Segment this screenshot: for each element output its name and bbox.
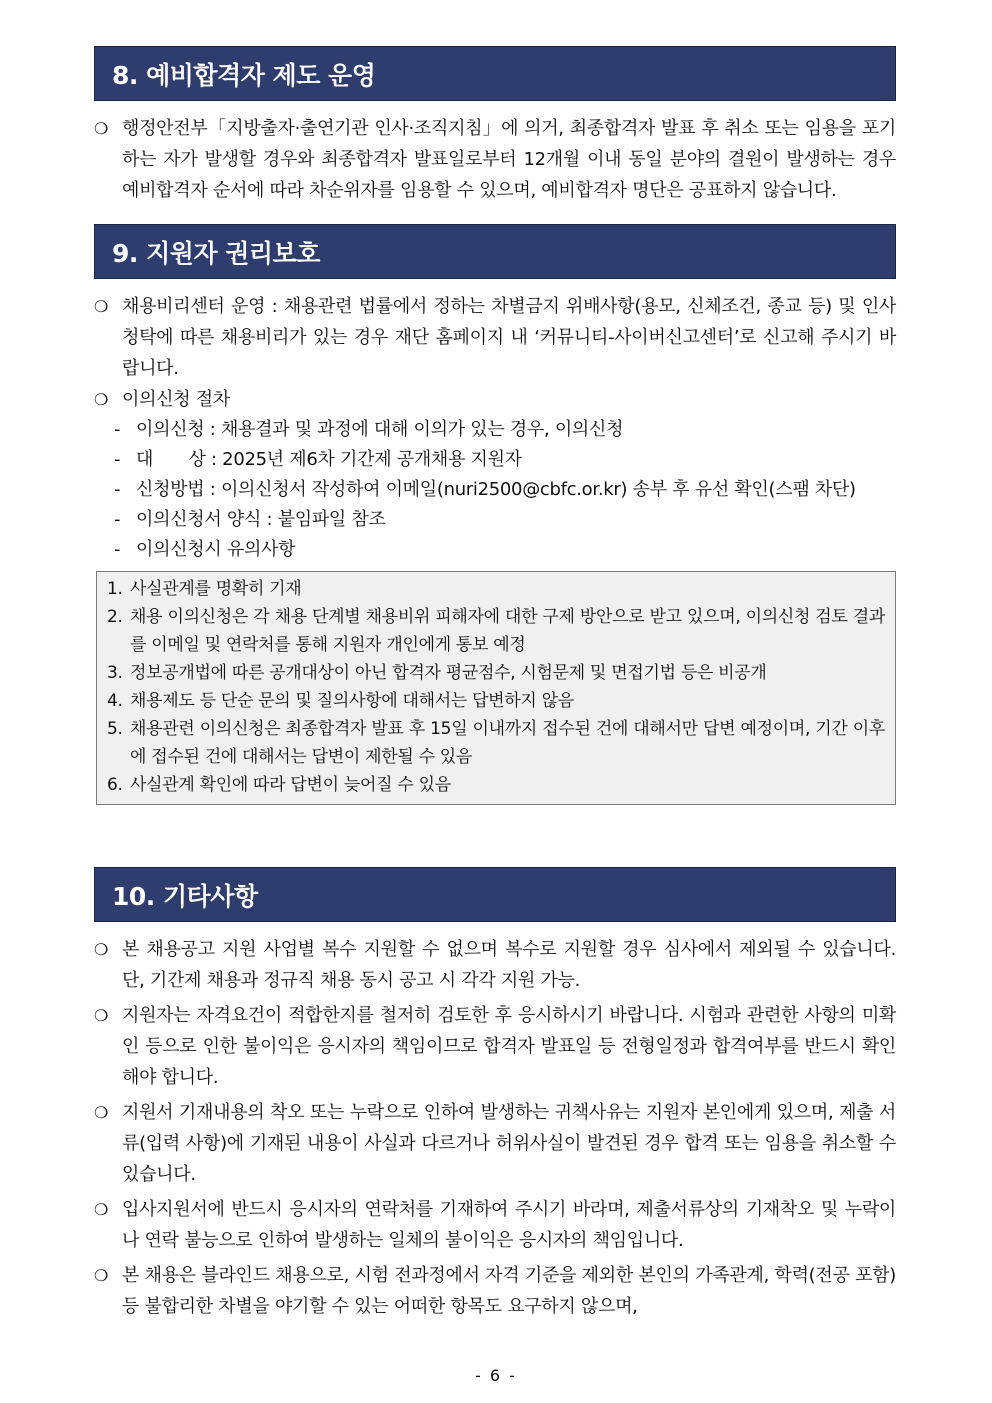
section-10-header	[94, 867, 896, 922]
circle-bullet-icon: ❍	[94, 297, 109, 316]
section-9-body	[94, 291, 896, 805]
list-item: ❍ 지원자는 자격요건이 적합한지를 철저히 검토한 후 응시하시기 바랍니다. 시험과 관련한 사항의 미확인 등으로 인한 불이익은 응시자의 책임이므로 합격자 발표일 등 전형일정과 합격여부를 반드시 확인해야 합니다.	[94, 1000, 896, 1093]
section-8-title: 8. 예비합격자 제도 운영	[112, 60, 376, 90]
circle-bullet-icon: ❍	[94, 940, 109, 959]
list-item: ❍ 채용비리센터 운영 : 채용관련 법률에서 정하는 차별금지 위배사항(용모, 신체조건, 종교 등) 및 인사 청탁에 따른 채용비리가 있는 경우 재단 홈페이지 내 ‘커뮤니티-사이버신고센터’로 신고해 주시기 바랍니다.	[94, 291, 896, 384]
objection-notice-box	[96, 571, 896, 805]
dash-mark: -	[114, 509, 121, 530]
list-item: ❍ 이의신청 절차	[94, 384, 896, 415]
list-item: ❍ 지원서 기재내용의 착오 또는 누락으로 인하여 발생하는 귀책사유는 지원자 본인에게 있으며, 제출 서류(입력 사항)에 기재된 내용이 사실과 다르거나 허위사실이 발견된 경우 합격 또는 임용을 취소할 수 있습니다.	[94, 1097, 896, 1190]
list-item: ❍ 본 채용은 블라인드 채용으로, 시험 전과정에서 자격 기준을 제외한 본인의 가족관계, 학력(전공 포함) 등 불합리한 차별을 야기할 수 있는 어떠한 항목도 요구하지 않으며,	[94, 1260, 896, 1322]
circle-bullet-icon: ❍	[94, 1200, 109, 1219]
circle-bullet-icon: ❍	[94, 390, 109, 409]
dash-mark: -	[114, 449, 121, 470]
section-8-body	[94, 113, 896, 206]
dash-item: - 이의신청서 양식 : 붙임파일 참조	[94, 505, 896, 535]
notice-item: 2. 채용 이의신청은 각 채용 단계별 채용비위 피해자에 대한 구제 방안으로 받고 있으며, 이의신청 검토 결과를 이메일 및 연락처를 통해 지원자 개인에게 통보 예정	[107, 607, 885, 655]
section-10-body	[94, 934, 896, 1322]
section-9-title: 9. 지원자 권리보호	[112, 238, 320, 268]
circle-bullet-icon: ❍	[94, 1006, 109, 1025]
page-number: - 6 -	[475, 1366, 517, 1385]
dash-item: - 이의신청 : 채용결과 및 과정에 대해 이의가 있는 경우, 이의신청	[94, 415, 896, 445]
list-item: ❍ 본 채용공고 지원 사업별 복수 지원할 수 없으며 복수로 지원할 경우 심사에서 제외될 수 있습니다. 단, 기간제 채용과 정규직 채용 동시 공고 시 각각 지원 가능.	[94, 934, 896, 996]
circle-bullet-icon: ❍	[94, 1103, 109, 1122]
notice-item: 6. 사실관계 확인에 따라 답변이 늦어질 수 있음	[107, 775, 451, 795]
dash-item: - 신청방법 : 이의신청서 작성하여 이메일(nuri2500@cbfc.or.kr) 송부 후 유선 확인(스팸 차단)	[94, 475, 896, 505]
notice-item: 5. 채용관련 이의신청은 최종합격자 발표 후 15일 이내까지 접수된 건에 대해서만 답변 예정이며, 기간 이후에 접수된 건에 대해서는 답변이 제한될 수 있음	[107, 719, 885, 767]
list-item: ❍ 입사지원서에 반드시 응시자의 연락처를 기재하여 주시기 바라며, 제출서류상의 기재착오 및 누락이나 연락 불능으로 인하여 발생하는 일체의 불이익은 응시자의 책임입니다.	[94, 1194, 896, 1256]
notice-item: 1. 사실관계를 명확히 기재	[107, 579, 302, 599]
dash-item: - 이의신청시 유의사항	[94, 535, 896, 565]
list-item: ❍ 행정안전부「지방출자·출연기관 인사·조직지침」에 의거, 최종합격자 발표 후 취소 또는 임용을 포기하는 자가 발생할 경우와 최종합격자 발표일로부터 12개월 이내 동일 분야의 결원이 발생하는 경우 예비합격자 순서에 따라 차순위자를 임용할 수 있으며, 예비합격자 명단은 공표하지 않습니다.	[94, 113, 896, 206]
notice-item: 3. 정보공개법에 따른 공개대상이 아닌 합격자 평균점수, 시험문제 및 면접기법 등은 비공개	[107, 663, 767, 683]
section-8-header	[94, 46, 896, 101]
circle-bullet-icon: ❍	[94, 119, 109, 138]
circle-bullet-icon: ❍	[94, 1266, 109, 1285]
dash-mark: -	[114, 539, 121, 560]
dash-item: - 대 상 : 2025년 제6차 기간제 공개채용 지원자	[94, 445, 896, 475]
dash-mark: -	[114, 479, 121, 500]
page-content	[94, 46, 896, 1322]
dash-mark: -	[114, 419, 121, 440]
section-9-header	[94, 224, 896, 279]
notice-item: 4. 채용제도 등 단순 문의 및 질의사항에 대해서는 답변하지 않음	[107, 691, 574, 711]
section-10-title: 10. 기타사항	[112, 881, 258, 911]
